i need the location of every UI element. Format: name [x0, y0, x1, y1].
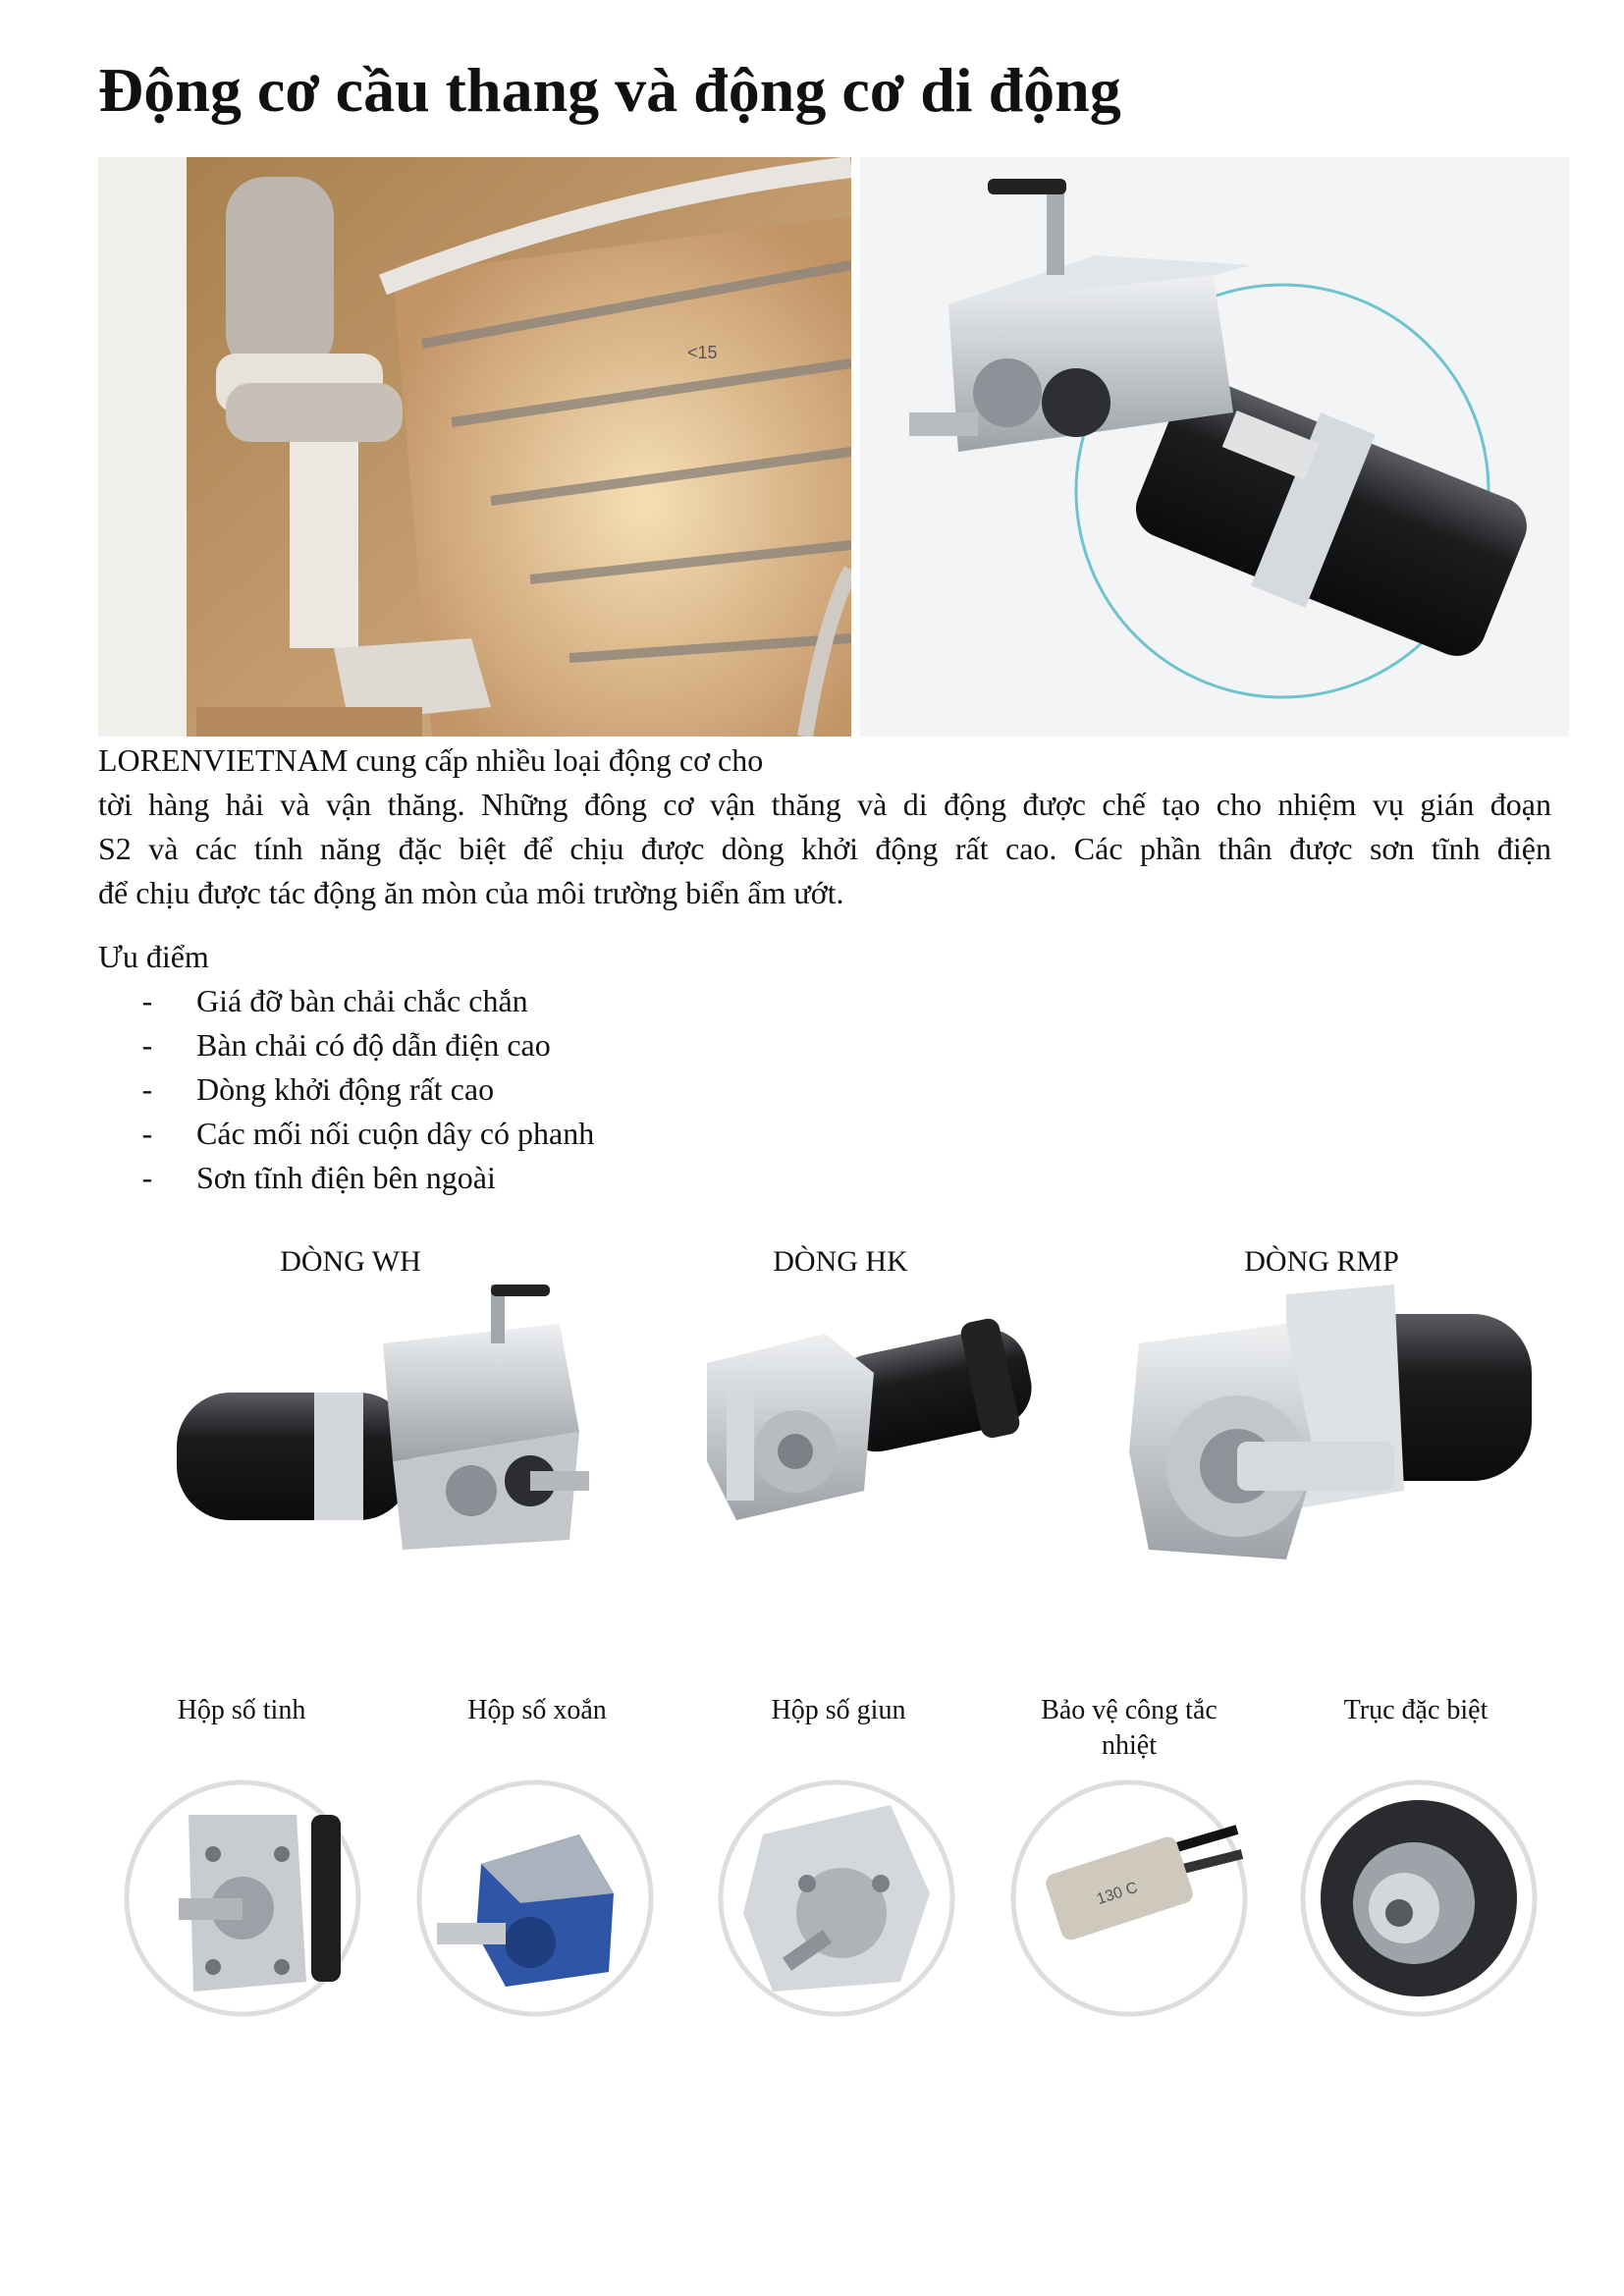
stair-mark: <15	[687, 343, 718, 362]
feature-label-1: Hộp số tinh	[177, 1695, 306, 1725]
list-item: - Dòng khởi động rất cao	[141, 1071, 495, 1107]
series-rmp-label: DÒNG RMP	[1244, 1245, 1399, 1278]
feature-label-5: Trục đặc biệt	[1343, 1695, 1489, 1725]
thermal-switch-image	[1006, 1776, 1252, 2021]
series-wh-motor-image	[167, 1285, 599, 1579]
feature-label-2: Hộp số xoắn	[467, 1695, 607, 1725]
series-rmp-motor-image	[1119, 1285, 1542, 1609]
intro-line-1: LORENVIETNAM cung cấp nhiều loại động cơ cho	[98, 742, 764, 778]
intro-line-4: để chịu được tác động ăn mòn của môi trường biển ẩm ướt.	[98, 875, 844, 910]
list-item: - Bàn chải có độ dẫn điện cao	[141, 1027, 551, 1063]
worm-gearbox-image	[714, 1776, 959, 2021]
stairlift-photo	[98, 157, 851, 737]
series-wh-label: DÒNG WH	[280, 1245, 421, 1278]
advantages-title: Ưu điểm	[98, 939, 209, 974]
list-item: - Giá đỡ bàn chải chắc chắn	[141, 983, 528, 1018]
advantages-list	[98, 979, 594, 1200]
thermal-mark: 130 C	[1094, 1879, 1140, 1909]
list-item: - Sơn tĩnh điện bên ngoài	[141, 1160, 496, 1195]
page-title: Động cơ cầu thang và động cơ di động	[98, 55, 1121, 125]
fine-gearbox-image	[120, 1776, 365, 2021]
series-hk-label: DÒNG HK	[773, 1245, 908, 1278]
helical-gearbox-image	[412, 1776, 658, 2021]
list-item: - Các mối nối cuộn dây có phanh	[141, 1116, 595, 1151]
intro-line-2: tời hàng hải và vận thăng. Những đông cơ vận thăng và di động được chế tạo cho nhiệm vụ gián đoạn	[98, 787, 1551, 822]
series-hk-motor-image	[687, 1285, 1041, 1579]
special-shaft-image	[1296, 1776, 1542, 2021]
feature-label-3: Hộp số giun	[771, 1695, 906, 1725]
intro-paragraph	[98, 738, 1551, 915]
gear-motor-photo	[860, 157, 1569, 737]
intro-line-3: S2 và các tính năng đặc biệt để chịu được dòng khởi động rất cao. Các phần thân được sơn tĩnh điện	[98, 831, 1551, 866]
feature-label-4: Bảo vệ công tắc nhiệt	[1041, 1695, 1218, 1761]
